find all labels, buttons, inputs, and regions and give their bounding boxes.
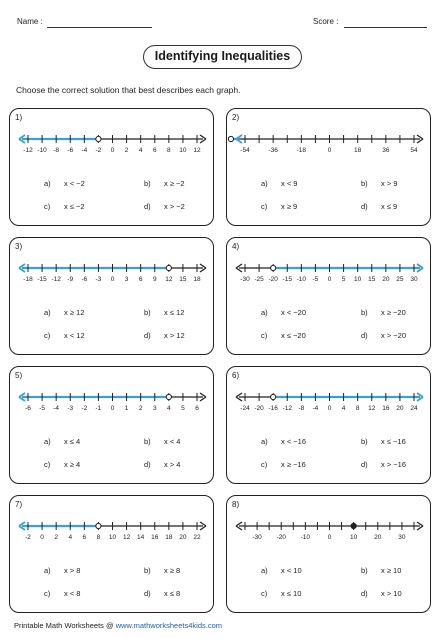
tick-label: -15 — [282, 276, 292, 283]
tick-label: 5 — [341, 276, 346, 283]
number-line — [227, 375, 432, 415]
answer-choice[interactable] — [361, 437, 406, 446]
tick-label: 25 — [396, 276, 404, 283]
choice-letter: c) — [261, 202, 268, 211]
number-line — [10, 246, 215, 286]
choice-inequality: x < −20 — [281, 308, 307, 317]
number-line — [10, 375, 215, 415]
tick-label: -18 — [23, 276, 33, 283]
answer-choice[interactable] — [44, 437, 80, 446]
choice-inequality: x ≤ 12 — [164, 308, 185, 317]
tick-label: -4 — [53, 405, 60, 412]
number-line — [227, 504, 432, 544]
choice-inequality: x < 12 — [64, 331, 85, 340]
tick-label: -10 — [300, 534, 311, 541]
tick-label: -12 — [282, 405, 292, 412]
tick-label: -4 — [81, 147, 88, 154]
tick-label: 14 — [137, 534, 145, 541]
choice-inequality: x ≥ −20 — [381, 308, 406, 317]
tick-label: -54 — [240, 147, 250, 154]
choice-inequality: x ≥ 10 — [381, 566, 402, 575]
choice-inequality: x > 4 — [164, 460, 181, 469]
choice-inequality: x ≤ −16 — [381, 437, 406, 446]
choice-inequality: x ≤ 10 — [281, 589, 302, 598]
tick-label: 4 — [167, 405, 171, 412]
choice-inequality: x ≤ 9 — [381, 202, 398, 211]
tick-label: 22 — [193, 534, 201, 541]
choice-inequality: x < −2 — [64, 179, 85, 188]
choice-letter: d) — [361, 460, 368, 469]
tick-label: 6 — [152, 147, 157, 154]
tick-label: 8 — [167, 147, 171, 154]
answer-choice[interactable] — [144, 437, 180, 446]
tick-label: -2 — [95, 147, 102, 154]
choice-letter: b) — [144, 566, 151, 575]
choice-letter: d) — [144, 589, 151, 598]
choice-letter: a) — [261, 179, 268, 188]
answer-choice[interactable] — [144, 566, 180, 575]
tick-label: -24 — [240, 405, 250, 412]
tick-label: 1 — [124, 405, 129, 412]
choice-letter: a) — [261, 437, 268, 446]
answer-choice[interactable] — [44, 460, 80, 469]
footer-site-link[interactable]: www.mathworksheets4kids.com — [115, 621, 222, 630]
tick-label: 0 — [110, 276, 115, 283]
tick-label: 0 — [327, 147, 332, 154]
choice-letter: c) — [44, 331, 51, 340]
answer-choice[interactable] — [144, 331, 185, 340]
answer-choice[interactable] — [361, 460, 406, 469]
choice-letter: b) — [144, 437, 151, 446]
choice-letter: c) — [44, 589, 51, 598]
answer-choice[interactable] — [361, 566, 401, 575]
score-line[interactable] — [344, 27, 427, 28]
name-label: Name : — [17, 17, 43, 26]
tick-label: 0 — [110, 405, 115, 412]
choice-letter: a) — [261, 566, 268, 575]
answer-choice[interactable] — [261, 589, 301, 598]
tick-label: -9 — [67, 276, 74, 283]
choice-letter: c) — [261, 589, 268, 598]
tick-label: 0 — [327, 276, 332, 283]
tick-label: 12 — [165, 276, 173, 283]
name-line[interactable] — [47, 27, 152, 28]
choice-letter: a) — [44, 179, 51, 188]
answer-choice[interactable] — [144, 202, 185, 211]
tick-label: 10 — [350, 534, 358, 541]
choice-inequality: x ≤ 8 — [164, 589, 181, 598]
answer-choice[interactable] — [44, 308, 84, 317]
tick-label: 12 — [122, 534, 131, 541]
answer-choice[interactable] — [144, 460, 180, 469]
tick-label: 6 — [195, 405, 199, 412]
tick-label: -4 — [312, 405, 319, 412]
answer-choice[interactable] — [261, 202, 297, 211]
tick-label: 12 — [368, 405, 376, 412]
tick-label: -8 — [53, 147, 60, 154]
answer-choice[interactable] — [261, 179, 297, 188]
tick-label: -12 — [23, 147, 33, 154]
tick-label: 16 — [382, 405, 390, 412]
tick-label: -18 — [296, 147, 307, 154]
tick-label: -30 — [252, 534, 262, 541]
tick-label: 0 — [327, 534, 332, 541]
open-endpoint — [96, 523, 101, 528]
choice-letter: a) — [44, 437, 51, 446]
tick-label: 9 — [152, 276, 157, 283]
tick-label: 15 — [179, 276, 187, 283]
tick-label: -6 — [67, 147, 74, 154]
answer-choice[interactable] — [361, 308, 406, 317]
open-endpoint — [96, 136, 101, 141]
tick-label: 20 — [396, 405, 404, 412]
choice-inequality: x ≤ −20 — [281, 331, 306, 340]
question-card — [226, 366, 431, 484]
question-card — [226, 495, 431, 613]
answer-choice[interactable] — [144, 308, 184, 317]
tick-label: 30 — [410, 276, 418, 283]
tick-label: -3 — [67, 405, 74, 412]
choice-letter: d) — [361, 202, 368, 211]
tick-label: 0 — [40, 534, 44, 541]
open-endpoint — [271, 265, 276, 270]
question-number: 2) — [232, 113, 240, 122]
tick-label: 20 — [374, 534, 382, 541]
question-number: 4) — [232, 242, 240, 251]
question-card — [9, 108, 214, 226]
choice-inequality: x < 10 — [281, 566, 302, 575]
choice-letter: b) — [361, 566, 368, 575]
answer-choice[interactable] — [261, 566, 302, 575]
tick-label: 0 — [327, 405, 332, 412]
choice-letter: c) — [261, 460, 268, 469]
tick-label: 54 — [410, 147, 418, 154]
tick-label: 12 — [193, 147, 201, 154]
answer-choice[interactable] — [261, 460, 306, 469]
tick-label: -1 — [95, 405, 102, 412]
open-endpoint — [228, 136, 233, 141]
choice-inequality: x > 9 — [381, 179, 398, 188]
answer-choice[interactable] — [44, 179, 85, 188]
tick-label: 18 — [165, 534, 173, 541]
choice-inequality: x > −2 — [164, 202, 185, 211]
choice-inequality: x > −20 — [381, 331, 407, 340]
tick-label: 0 — [110, 147, 115, 154]
tick-label: 4 — [341, 405, 346, 412]
tick-label: -2 — [25, 534, 31, 541]
tick-label: -6 — [25, 405, 31, 412]
choice-letter: d) — [361, 331, 368, 340]
tick-label: 6 — [82, 534, 87, 541]
choice-letter: d) — [361, 589, 368, 598]
open-endpoint — [271, 394, 276, 399]
tick-label: -20 — [254, 405, 264, 412]
tick-label: -16 — [268, 405, 278, 412]
answer-choice[interactable] — [44, 589, 80, 598]
question-card — [226, 237, 431, 355]
choice-inequality: x ≥ −16 — [281, 460, 306, 469]
choice-letter: d) — [144, 202, 151, 211]
tick-label: 3 — [152, 405, 157, 412]
choice-letter: c) — [44, 460, 51, 469]
tick-label: 6 — [138, 276, 143, 283]
tick-label: 4 — [138, 147, 143, 154]
tick-label: -6 — [81, 276, 88, 283]
choice-inequality: x > −16 — [381, 460, 407, 469]
answer-choice[interactable] — [44, 566, 80, 575]
choice-letter: b) — [144, 308, 151, 317]
tick-label: -3 — [95, 276, 102, 283]
tick-label: 20 — [179, 534, 187, 541]
question-number: 7) — [15, 500, 23, 509]
tick-label: 18 — [193, 276, 201, 283]
choice-inequality: x ≥ 12 — [64, 308, 85, 317]
answer-choice[interactable] — [361, 331, 406, 340]
answer-choice[interactable] — [44, 331, 85, 340]
tick-label: 16 — [151, 534, 159, 541]
answer-choice[interactable] — [361, 179, 397, 188]
tick-label: 3 — [124, 276, 129, 283]
choice-inequality: x ≥ −2 — [164, 179, 185, 188]
choice-inequality: x > 8 — [64, 566, 81, 575]
choice-inequality: x ≥ 8 — [164, 566, 181, 575]
question-card — [9, 237, 214, 355]
tick-label: 36 — [382, 147, 390, 154]
open-endpoint — [166, 265, 171, 270]
answer-choice[interactable] — [361, 202, 397, 211]
tick-label: -30 — [240, 276, 250, 283]
tick-label: -5 — [39, 405, 45, 412]
tick-label: 10 — [354, 276, 362, 283]
instructions: Choose the correct solution that best describes each graph. — [16, 85, 241, 95]
number-line — [227, 246, 432, 286]
tick-label: -36 — [268, 147, 278, 154]
tick-label: 5 — [181, 405, 185, 412]
choice-letter: a) — [44, 308, 51, 317]
tick-label: 18 — [354, 147, 362, 154]
choice-letter: b) — [361, 179, 368, 188]
tick-label: 2 — [124, 147, 129, 154]
question-number: 1) — [15, 113, 23, 122]
footer — [14, 621, 222, 630]
tick-label: -20 — [268, 276, 278, 283]
number-line — [10, 117, 215, 157]
tick-label: -2 — [81, 405, 88, 412]
choice-inequality: x < −16 — [281, 437, 307, 446]
tick-label: -20 — [276, 534, 286, 541]
tick-label: -5 — [312, 276, 319, 283]
choice-inequality: x < 4 — [164, 437, 181, 446]
footer-text: Printable Math Worksheets @ — [14, 621, 114, 630]
open-endpoint — [166, 394, 171, 399]
choice-inequality: x ≤ −2 — [64, 202, 85, 211]
answer-choice[interactable] — [261, 308, 306, 317]
answer-choice[interactable] — [44, 202, 85, 211]
tick-label: -12 — [51, 276, 61, 283]
answer-choice[interactable] — [261, 331, 306, 340]
number-line — [10, 504, 215, 544]
answer-choice[interactable] — [261, 437, 306, 446]
question-number: 3) — [15, 242, 23, 251]
choice-letter: a) — [44, 566, 51, 575]
choice-inequality: x ≥ 4 — [64, 460, 81, 469]
question-card — [226, 108, 431, 226]
choice-letter: d) — [144, 460, 151, 469]
question-card — [9, 366, 214, 484]
tick-label: 8 — [355, 405, 360, 412]
choice-letter: b) — [144, 179, 151, 188]
tick-label: 20 — [382, 276, 390, 283]
choice-letter: d) — [144, 331, 151, 340]
tick-label: -15 — [37, 276, 47, 283]
tick-label: 2 — [54, 534, 58, 541]
question-card — [9, 495, 214, 613]
choice-inequality: x ≥ 9 — [281, 202, 298, 211]
tick-label: 30 — [398, 534, 406, 541]
tick-label: 10 — [179, 147, 187, 154]
choice-letter: c) — [261, 331, 268, 340]
choice-letter: c) — [44, 202, 51, 211]
tick-label: 15 — [368, 276, 376, 283]
choice-letter: b) — [361, 308, 368, 317]
number-line — [227, 117, 432, 157]
choice-inequality: x < 9 — [281, 179, 298, 188]
tick-label: -25 — [254, 276, 264, 283]
tick-label: 10 — [108, 534, 117, 541]
choice-inequality: x > 12 — [164, 331, 185, 340]
tick-label: 8 — [96, 534, 101, 541]
choice-letter: a) — [261, 308, 268, 317]
question-number: 8) — [232, 500, 240, 509]
question-number: 5) — [15, 371, 23, 380]
worksheet-title: Identifying Inequalities — [143, 45, 302, 69]
tick-label: 2 — [138, 405, 143, 412]
question-number: 6) — [232, 371, 240, 380]
answer-choice[interactable] — [361, 589, 402, 598]
tick-label: 24 — [410, 405, 418, 412]
choice-letter: b) — [361, 437, 368, 446]
choice-inequality: x > 10 — [381, 589, 402, 598]
tick-label: -8 — [298, 405, 305, 412]
tick-label: -10 — [37, 147, 47, 154]
tick-label: -10 — [296, 276, 307, 283]
tick-label: 4 — [68, 534, 73, 541]
answer-choice[interactable] — [144, 179, 185, 188]
score-label: Score : — [313, 17, 339, 26]
choice-inequality: x < 8 — [64, 589, 81, 598]
choice-inequality: x ≤ 4 — [64, 437, 81, 446]
closed-endpoint — [351, 523, 356, 528]
answer-choice[interactable] — [144, 589, 180, 598]
